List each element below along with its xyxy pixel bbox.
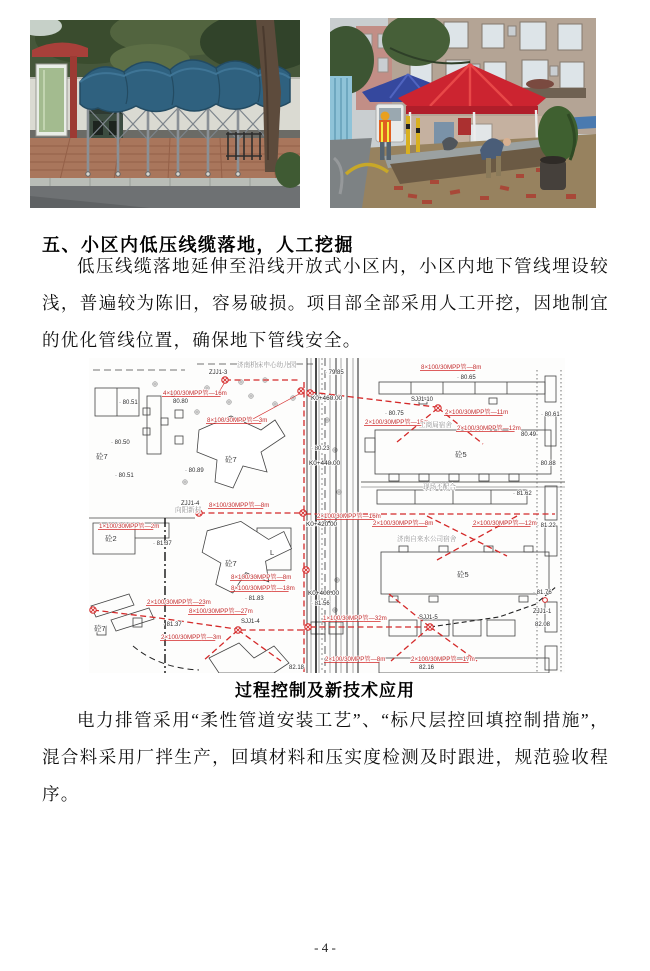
photo-blue-canopy-graphic	[30, 20, 300, 208]
svg-text:2×100/30MPP管—15m: 2×100/30MPP管—15m	[365, 419, 429, 426]
drawing-caption: 过程控制及新技术应用	[235, 681, 415, 700]
svg-text:82.16: 82.16	[419, 665, 435, 671]
svg-text:80.80: 80.80	[173, 399, 189, 405]
svg-text:济南自来水公司宿舍: 济南自来水公司宿舍	[397, 536, 457, 543]
svg-text:82.18: 82.18	[289, 665, 305, 671]
svg-text:现场不配合: 现场不配合	[423, 484, 456, 491]
svg-text:· 80.75: · 80.75	[385, 411, 404, 417]
svg-text:ZJJ1-4: ZJJ1-4	[181, 501, 200, 507]
svg-text:8×100/30MPP管—18m: 8×100/30MPP管—18m	[231, 585, 295, 592]
svg-text:8×100/30MPP管—8m: 8×100/30MPP管—8m	[421, 364, 482, 371]
svg-text:· 80.89: · 80.89	[185, 468, 204, 474]
barrel	[540, 160, 566, 190]
svg-text:· 80.61: · 80.61	[541, 412, 560, 418]
svg-text:8×100/30MPP管—8m: 8×100/30MPP管—8m	[209, 502, 270, 509]
svg-text:· 80.50: · 80.50	[111, 440, 130, 446]
photo-blue-canopy	[30, 20, 300, 208]
svg-text:K0+420.00: K0+420.00	[306, 521, 338, 528]
svg-text:4×100/30MPP管—16m: 4×100/30MPP管—16m	[163, 390, 227, 397]
svg-text:2×100/30MPP管—23m: 2×100/30MPP管—23m	[147, 599, 211, 606]
svg-text:· 81.62: · 81.62	[513, 491, 532, 497]
svg-text:济南机床中心幼儿园: 济南机床中心幼儿园	[237, 362, 297, 369]
svg-text:SJJ1-5: SJJ1-5	[419, 615, 438, 621]
svg-text:砼5: 砼5	[455, 450, 467, 459]
svg-text:L: L	[270, 548, 275, 557]
svg-text:· 80.51: · 80.51	[119, 400, 138, 406]
svg-text:· 81.83: · 81.83	[245, 596, 264, 602]
svg-text:8×100/30MPP管—8m: 8×100/30MPP管—8m	[231, 574, 292, 581]
svg-text:工商局宿舍: 工商局宿舍	[419, 422, 452, 429]
svg-text:· 81.76: · 81.76	[533, 590, 552, 596]
svg-text:K0+460.00: K0+460.00	[311, 395, 343, 402]
svg-text:ZJJ1-3: ZJJ1-3	[209, 370, 228, 376]
svg-text:2×100/30MPP管—11m: 2×100/30MPP管—11m	[445, 409, 509, 416]
site-plan-drawing	[89, 358, 565, 673]
svg-text:2×100/30MPP管—3m: 2×100/30MPP管—3m	[161, 634, 222, 641]
svg-text:80.49: 80.49	[521, 432, 537, 438]
paragraph-1: 低压线缆落地延伸至沿线开放式小区内，小区内地下管线埋设较浅，普遍较为陈旧，容易破损。项目部全部采用人工开挖，因地制宜的优化管线位置，确保地下管线安全。	[42, 256, 609, 350]
photo-red-tents	[330, 18, 596, 208]
svg-text:· 81.56: · 81.56	[311, 601, 330, 607]
page-number: - 4 -	[314, 940, 336, 955]
svg-text:2×100/30MPP管—12m: 2×100/30MPP管—12m	[457, 425, 521, 432]
photo-red-tents-graphic	[330, 18, 596, 208]
svg-text:· 80.65: · 80.65	[457, 375, 476, 381]
svg-text:2×100/30MPP管—12m: 2×100/30MPP管—12m	[473, 520, 537, 527]
svg-text:1×100/30MPP管—2m: 1×100/30MPP管—2m	[99, 523, 160, 530]
svg-text:8×100/30MPP管—3m: 8×100/30MPP管—3m	[207, 417, 268, 424]
section-heading: 五、小区内低压线缆落地，人工挖掘	[42, 234, 354, 255]
svg-text:2×100/30MPP管—8m: 2×100/30MPP管—8m	[373, 520, 434, 527]
svg-text:2×100/30MPP管—16m: 2×100/30MPP管—16m	[317, 513, 381, 520]
svg-text:砼7: 砼7	[225, 559, 237, 568]
svg-text:1×100/30MPP管—32m: 1×100/30MPP管—32m	[323, 615, 387, 622]
svg-text:· 80.23: · 80.23	[311, 446, 330, 452]
svg-text:82.08: 82.08	[535, 622, 551, 628]
svg-text:8×100/30MPP管—27m: 8×100/30MPP管—27m	[189, 608, 253, 615]
svg-text:砼5: 砼5	[457, 570, 469, 579]
svg-text:砼7: 砼7	[96, 452, 108, 461]
svg-text:· 80.51: · 80.51	[115, 473, 134, 479]
svg-text:砼7: 砼7	[94, 624, 106, 633]
svg-text:SJJ1-10: SJJ1-10	[411, 397, 434, 403]
svg-text:K0+400.00: K0+400.00	[308, 590, 340, 597]
svg-text:2×100/30MPP管—8m: 2×100/30MPP管—8m	[325, 656, 386, 663]
svg-text:· 80.88: · 80.88	[537, 461, 556, 467]
svg-text:· 81.37: · 81.37	[163, 622, 182, 628]
paragraph-2: 电力排管采用“柔性管道安装工艺”、“标尺层控回填控制措施”，混合料采用厂拌生产，回填材料和压实度检测及时跟进，规范验收程序。	[42, 710, 609, 804]
svg-text:2×100/30MPP管—17m: 2×100/30MPP管—17m	[411, 656, 475, 663]
svg-text:向阳新村: 向阳新村	[175, 507, 202, 514]
svg-text:· 81.22: · 81.22	[537, 523, 556, 529]
svg-text:· 81.37: · 81.37	[153, 541, 172, 547]
svg-text:· 79.85: · 79.85	[325, 370, 344, 376]
svg-text:砼2: 砼2	[105, 534, 117, 543]
site-plan-graphic	[89, 358, 565, 673]
svg-text:SJJ1-4: SJJ1-4	[241, 619, 260, 625]
svg-text:ZJJ1-1: ZJJ1-1	[533, 609, 552, 615]
svg-text:砼7: 砼7	[225, 455, 237, 464]
svg-text:K0+440.00: K0+440.00	[309, 460, 341, 467]
